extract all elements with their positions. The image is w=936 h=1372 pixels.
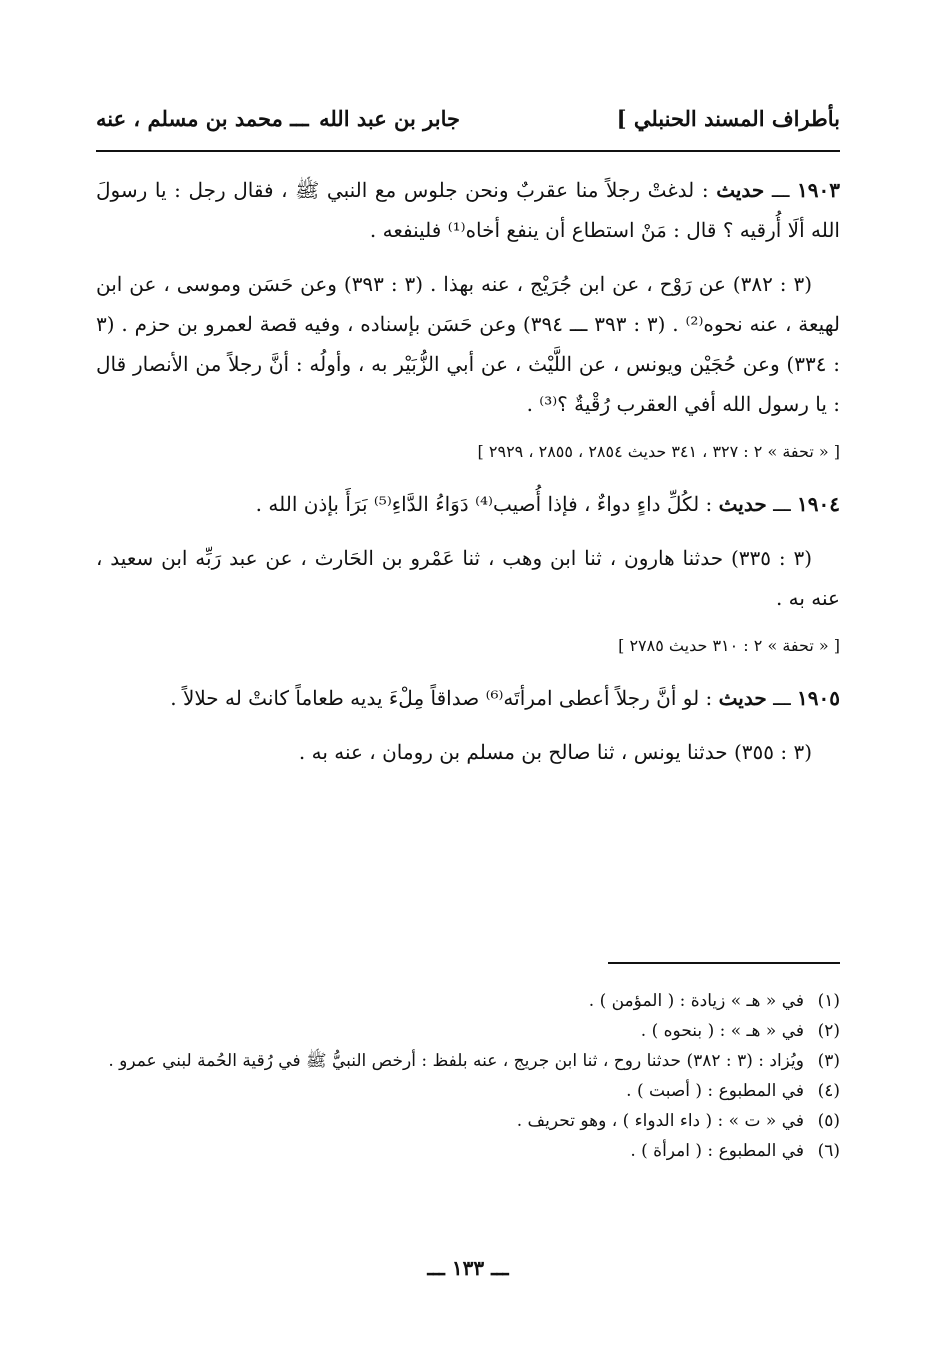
hadith-text xyxy=(96,170,840,250)
footnote xyxy=(96,1106,840,1136)
hadith-number: ١٩٠٥ xyxy=(797,686,840,710)
hadith-entry xyxy=(96,484,840,660)
footnote-number: (١) xyxy=(817,991,840,1011)
footnote xyxy=(96,1136,840,1166)
hadith-isnad: (٣ : ٣٨٢) عن رَوْح ، عن ابن جُرَيْج ، عنه بهذا . (٣ : ٣٩٣) وعن حَسَن وموسى ، عن ابن لهيعة ، عنه نحوه⁽²⁾ . (٣ : ٣٩٣ ـــ ٣٩٤) وعن حَسَن بإسناده ، وفيه قصة لعمرو بن حزم . (٣ : ٣٣٤) وعن حُجَيْن ويونس ، عن اللَّيْث ، عن أبي الزُّبَيْر به ، وأولُه : أنَّ رجلاً من الأنصار قال : يا رسول الله أفي العقرب رُقْيةٌ ؟⁽³⁾ . xyxy=(96,272,841,416)
tuhfa-reference: [ « تحفة » ٢ : ٣٢٧ ، ٣٤١ حديث ٢٨٥٤ ، ٢٨٥٥ ، ٢٩٢٩ ] xyxy=(477,442,840,461)
hadith-dash: ـــ xyxy=(771,178,790,202)
tuhfa-reference: [ « تحفة » ٢ : ٣١٠ حديث ٢٧٨٥ ] xyxy=(618,636,840,655)
footnote xyxy=(96,986,840,1016)
hadith-entry xyxy=(96,170,840,466)
hadith-keyword: حديث xyxy=(718,492,767,516)
hadith-number: ١٩٠٣ xyxy=(797,178,840,202)
footnote-text: ويُزاد : (٣ : ٣٨٢) حدثنا روح ، ثنا ابن جريج ، عنه بلفظ : أرخص النبيُّ ﷺ في رُقية الحُمة لبني عمرو . xyxy=(108,1051,804,1071)
footnote xyxy=(96,1046,840,1076)
hadith-isnad: (٣ : ٣٥٥) حدثنا يونس ، ثنا صالح بن مسلم بن رومان ، عنه به . xyxy=(298,740,812,764)
hadith-text xyxy=(96,678,840,718)
page-number: ـــ ١٣٣ ـــ xyxy=(427,1256,509,1280)
hadith-number: ١٩٠٤ xyxy=(797,492,840,516)
header-book-title: بأطراف المسند الحنبلي ] xyxy=(616,106,840,131)
footnote-number: (٣) xyxy=(817,1051,840,1071)
header-divider xyxy=(96,150,840,152)
footnote-text: في « هـ » زيادة : ( المؤمن ) . xyxy=(588,991,804,1011)
footnote-number: (٤) xyxy=(817,1081,840,1101)
footnote-text: في المطبوع : ( أصبت ) . xyxy=(626,1081,804,1101)
footnote-text: في المطبوع : ( امرأة ) . xyxy=(630,1141,804,1161)
footnote-text: في « ت » : ( داء الدواء ) ، وهو تحريف . xyxy=(516,1111,804,1131)
footnote-divider xyxy=(608,962,840,964)
hadith-dash: ـــ xyxy=(773,686,791,710)
footnote-number: (٦) xyxy=(817,1141,840,1161)
main-text xyxy=(96,170,840,786)
footnotes xyxy=(96,986,840,1166)
hadith-body: : لدغتْ رجلاً منا عقربٌ ونحن جلوس مع النبي ﷺ ، فقال رجل : يا رسولَ الله ألَا أُرقيه ؟ قال : مَنْ استطاع أن ينفع أخاه⁽¹⁾ فلينفعه . xyxy=(96,178,840,242)
header-dash: ـــ xyxy=(290,106,309,131)
footnote xyxy=(96,1076,840,1106)
hadith-keyword: حديث xyxy=(718,686,767,710)
footnote-number: (٢) xyxy=(817,1021,840,1041)
hadith-keyword: حديث xyxy=(716,178,765,202)
running-header xyxy=(96,100,840,144)
hadith-isnad: (٣ : ٣٣٥) حدثنا هارون ، ثنا ابن وهب ، ثنا عَمْرو بن الحَارث ، عن عبد رَبِّه ابن سعيد ، عنه به . xyxy=(96,546,840,610)
footnote xyxy=(96,1016,840,1046)
header-narrator-text: محمد بن مسلم ، عنه xyxy=(96,106,283,131)
hadith-body: : لكُلِّ داءٍ دواءٌ ، فإذا أُصيب⁽⁴⁾ دَوَاءُ الدَّاءِ⁽⁵⁾ بَرَأَ بإذن الله . xyxy=(255,492,713,516)
footnote-number: (٥) xyxy=(817,1111,840,1131)
footnote-text: في « هـ » : ( بنحوه ) . xyxy=(640,1021,804,1041)
header-companion-name: جابر بن عبد الله xyxy=(319,106,460,131)
hadith-dash: ـــ xyxy=(773,492,791,516)
hadith-text xyxy=(96,484,840,524)
hadith-entry xyxy=(96,678,840,772)
header-narrator-chain xyxy=(96,106,309,131)
hadith-body: : لو أنَّ رجلاً أعطى امرأتَه⁽⁶⁾ صداقاً مِلْءَ يديه طعاماً كانتْ له حلالاً . xyxy=(170,686,713,710)
